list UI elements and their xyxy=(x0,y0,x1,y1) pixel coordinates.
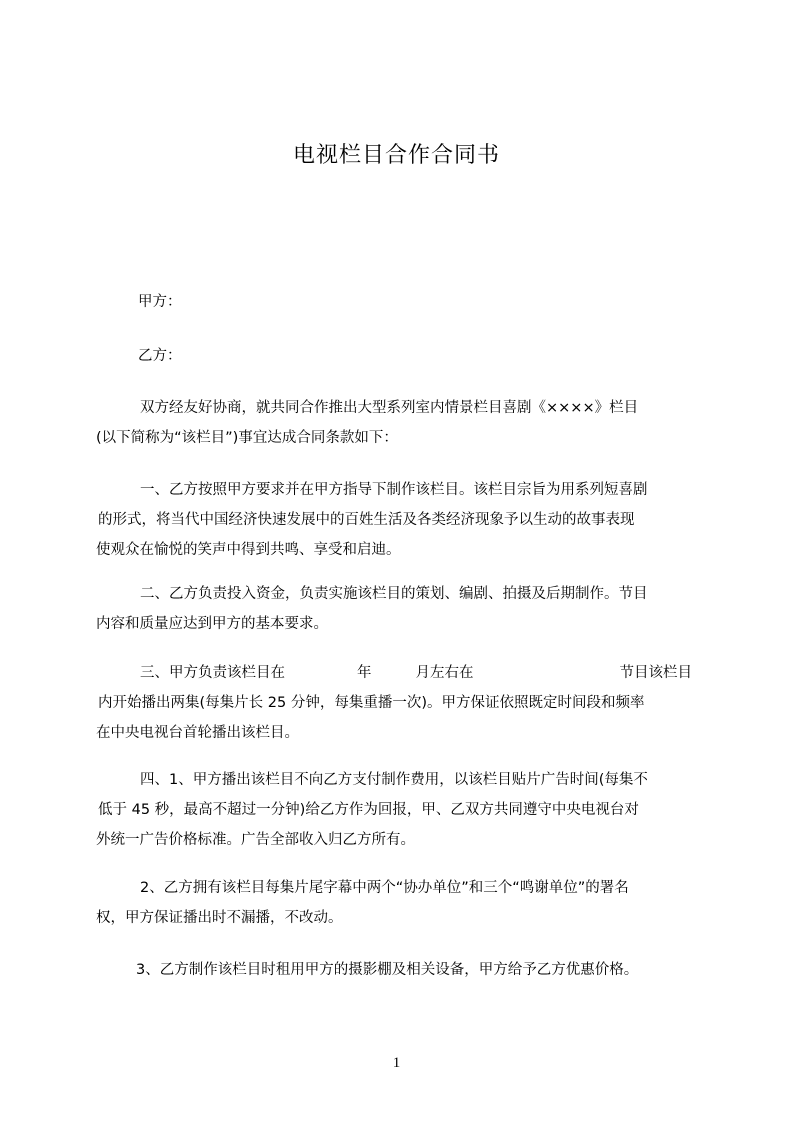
clause-3 xyxy=(96,663,706,753)
intro-line-2: (以下简称为“该栏目”)事宜达成合同条款如下： xyxy=(96,430,398,446)
clause-4-3 xyxy=(96,960,706,990)
clause-4-2-line-2: 权，甲方保证播出时不漏播，不改动。 xyxy=(96,910,343,926)
clause-2 xyxy=(96,584,706,644)
clause-4-1-line-3: 外统一广告价格标准。广告全部收入归乙方所有。 xyxy=(96,832,415,848)
page-number: 1 xyxy=(392,1055,401,1071)
contract-title: 电视栏目合作合同书 xyxy=(292,143,500,168)
clause-4-2-line-1: 2、乙方拥有该栏目每集片尾字幕中两个“协办单位”和三个“鸣谢单位”的署名 xyxy=(140,880,629,896)
clause-3-line-2: 内开始播出两集(每集片长 25 分钟，每集重播一次)。甲方保证依照既定时间段和频率 xyxy=(98,695,645,711)
clause-3-part-4: 节目该栏目 xyxy=(619,665,692,681)
clause-3-part-3: 月左右在 xyxy=(415,665,474,681)
intro-line-1: 双方经友好协商，就共同合作推出大型系列室内情景栏目喜剧《××××》栏目 xyxy=(140,400,639,416)
clause-4-3-line-1: 3、乙方制作该栏目时租用甲方的摄影棚及相关设备，甲方给予乙方优惠价格。 xyxy=(136,962,639,978)
clause-3-line-3: 在中央电视台首轮播出该栏目。 xyxy=(96,725,299,741)
clause-4-2 xyxy=(96,878,706,938)
clause-2-line-2: 内容和质量应达到甲方的基本要求。 xyxy=(96,616,328,632)
clause-4-1 xyxy=(96,770,706,860)
clause-4-1-line-1: 四、1、甲方播出该栏目不向乙方支付制作费用，以该栏目贴片广告时间(每集不 xyxy=(140,772,648,788)
clause-1-line-2: 的形式，将当代中国经济快速发展中的百姓生活及各类经济现象予以生动的故事表现 xyxy=(98,512,635,528)
clause-2-line-1: 二、乙方负责投入资金，负责实施该栏目的策划、编剧、拍摄及后期制作。节目 xyxy=(140,586,648,602)
clause-3-line-1 xyxy=(96,663,706,693)
clause-3-part-2: 年 xyxy=(357,665,372,681)
clause-1-line-3: 使观众在愉悦的笑声中得到共鸣、享受和启迪。 xyxy=(96,542,401,558)
party-a-label: 甲方： xyxy=(138,294,182,310)
clause-1 xyxy=(96,480,706,570)
party-b-label: 乙方： xyxy=(138,348,182,364)
clause-4-1-line-2: 低于 45 秒，最高不超过一分钟)给乙方作为回报，甲、乙双方共同遵守中央电视台对 xyxy=(98,802,639,818)
clause-1-line-1: 一、乙方按照甲方要求并在甲方指导下制作该栏目。该栏目宗旨为用系列短喜剧 xyxy=(140,482,648,498)
clause-3-part-1: 三、甲方负责该栏目在 xyxy=(140,665,285,681)
intro-paragraph xyxy=(96,398,706,458)
